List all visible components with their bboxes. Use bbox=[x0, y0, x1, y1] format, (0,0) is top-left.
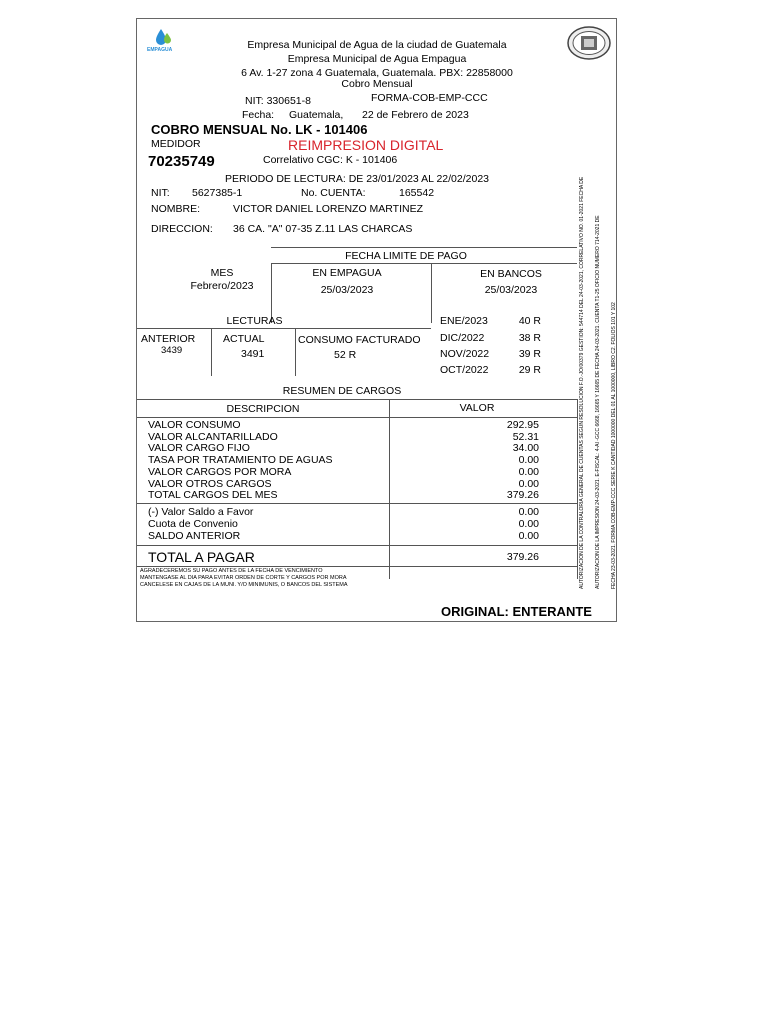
history-consumption: 39 R bbox=[518, 348, 541, 360]
value-header: VALOR bbox=[459, 402, 495, 414]
logo-text: EMPAGUA bbox=[147, 47, 173, 53]
authorization-text-2: AUTORIZACION DE LA IMPRESION 24-03-2021. E-FISCAL: 4-AI -GCC 6668, 16665 Y 16665 DE FECHA 24-03-2021. CUENTA T1-25 OFICIO NUMERO 714-2021 DE bbox=[595, 215, 601, 589]
client-nit-label: NIT: bbox=[151, 187, 170, 199]
authorization-text-3: FECHA 23-03-2021. FORMA COB-EMP-CCC SERIE K CANTIDAD 1000000 DEL 01 AL 1000000, LIBRO C2. FOLIOS 101 Y 102 bbox=[611, 302, 617, 589]
date-label: Fecha: bbox=[242, 109, 275, 121]
banks-due-date: 25/03/2023 bbox=[484, 284, 538, 296]
charge-value: 379.26 bbox=[506, 489, 539, 502]
previous-reading: 3439 bbox=[161, 345, 183, 356]
name-label: NOMBRE: bbox=[151, 203, 201, 215]
client-address: 36 CA. "A" 07-35 Z.11 LAS CHARCAS bbox=[233, 223, 413, 235]
history-month: DIC/2022 bbox=[440, 332, 485, 344]
readings-title: LECTURAS bbox=[226, 315, 283, 327]
charge-value: 0.00 bbox=[518, 518, 539, 530]
water-drop-icon bbox=[147, 27, 183, 49]
history-consumption: 29 R bbox=[518, 364, 541, 376]
client-name: VICTOR DANIEL LORENZO MARTINEZ bbox=[233, 203, 423, 215]
reprint-label: REIMPRESION DIGITAL bbox=[288, 137, 444, 153]
company-nit: NIT: 330651-8 bbox=[245, 95, 311, 107]
account-label: No. CUENTA: bbox=[301, 187, 366, 199]
charge-label: VALOR OTROS CARGOS bbox=[148, 477, 272, 490]
reading-period: PERIODO DE LECTURA: DE 23/01/2023 AL 22/02/2023 bbox=[225, 173, 490, 185]
history-month: ENE/2023 bbox=[440, 315, 488, 327]
date-place: Guatemala, bbox=[289, 109, 344, 121]
invoice-title: COBRO MENSUAL No. LK - 101406 bbox=[151, 122, 368, 137]
seal-icon bbox=[567, 26, 611, 60]
company-address: 6 Av. 1-27 zona 4 Guatemala, Guatemala. PBX: 22858000 bbox=[241, 67, 513, 79]
company-name: Empresa Municipal de Agua de la ciudad de Guatemala bbox=[247, 39, 507, 51]
charge-label: VALOR CARGO FIJO bbox=[148, 442, 250, 455]
charge-value: 0.00 bbox=[518, 530, 539, 542]
address-label: DIRECCION: bbox=[151, 223, 213, 235]
charge-label: VALOR CARGOS POR MORA bbox=[148, 465, 292, 478]
total-due-label: TOTAL A PAGAR bbox=[148, 549, 255, 565]
meter-number: 70235749 bbox=[148, 153, 215, 170]
charge-label: VALOR ALCANTARILLADO bbox=[148, 430, 278, 443]
charge-label: TASA POR TRATAMIENTO DE AGUAS bbox=[148, 454, 333, 467]
charges-top-line bbox=[137, 399, 577, 400]
readings-line bbox=[137, 328, 431, 329]
client-nit: 5627385-1 bbox=[192, 187, 243, 199]
company-subname: Empresa Municipal de Agua Empagua bbox=[287, 53, 467, 65]
charge-value: 292.95 bbox=[506, 419, 539, 431]
banks-label: EN BANCOS bbox=[480, 268, 542, 280]
current-reading: 3491 bbox=[241, 348, 265, 360]
charge-label: VALOR CONSUMO bbox=[148, 419, 241, 431]
payment-table-line bbox=[271, 263, 577, 264]
authorization-text-1: AUTORIZACION DE LA CONTRALORIA GENERAL DE CUENTAS SEGUN RESOLUCION F.O.-JO/00379 GESTION: 544714 DEL 24-03-2021, CORRELATIVO NO. 01-2021 FECHA DE bbox=[579, 176, 585, 589]
charges-col-divider bbox=[389, 399, 390, 579]
previous-reading-label: ANTERIOR bbox=[141, 333, 196, 345]
current-reading-label: ACTUAL bbox=[223, 333, 265, 345]
date-value: 22 de Febrero de 2023 bbox=[362, 109, 469, 121]
charge-value: 0.00 bbox=[518, 465, 539, 478]
charges-bottom-line bbox=[137, 545, 577, 546]
history-consumption: 38 R bbox=[518, 332, 541, 344]
payment-col-divider-1 bbox=[271, 263, 272, 323]
form-code: FORMA-COB-EMP-CCC bbox=[371, 92, 488, 104]
charge-label: (-) Valor Saldo a Favor bbox=[148, 506, 254, 518]
charge-label: Cuota de Convenio bbox=[148, 518, 238, 530]
correlative: Correlativo CGC: K - 101406 bbox=[263, 154, 398, 166]
payment-deadline-title: FECHA LIMITE DE PAGO bbox=[345, 250, 467, 262]
charges-right-border bbox=[577, 399, 578, 579]
charge-value: 0.00 bbox=[518, 477, 539, 490]
document-type: Cobro Mensual bbox=[341, 78, 413, 90]
municipal-seal bbox=[567, 26, 611, 60]
invoice-document bbox=[136, 18, 617, 622]
meter-label: MEDIDOR bbox=[151, 138, 201, 150]
payment-table-top-line bbox=[271, 247, 577, 248]
readings-divider-1 bbox=[211, 328, 212, 376]
history-consumption: 40 R bbox=[518, 315, 541, 327]
original-label: ORIGINAL: ENTERANTE bbox=[441, 604, 592, 619]
billing-month: Febrero/2023 bbox=[190, 280, 254, 292]
empagua-logo bbox=[147, 27, 183, 55]
charge-label: TOTAL CARGOS DEL MES bbox=[148, 489, 278, 502]
history-month: NOV/2022 bbox=[440, 348, 490, 360]
total-due-value: 379.26 bbox=[506, 551, 539, 563]
charge-value: 0.00 bbox=[518, 506, 539, 518]
empagua-label: EN EMPAGUA bbox=[312, 267, 382, 279]
billed-consumption: 52 R bbox=[334, 349, 357, 361]
charges-mid-line bbox=[137, 503, 577, 504]
total-bottom-line bbox=[137, 566, 577, 567]
footer-note-1: AGRADECEREMOS SU PAGO ANTES DE LA FECHA DE VENCIMIENTO bbox=[140, 568, 323, 574]
footer-note-2: MANTENGASE AL DIA PARA EVITAR ORDEN DE CORTE Y CARGOS POR MORA bbox=[140, 575, 347, 581]
charge-value: 0.00 bbox=[518, 454, 539, 467]
account-number: 165542 bbox=[399, 187, 435, 199]
empagua-due-date: 25/03/2023 bbox=[320, 284, 374, 296]
billed-consumption-label: CONSUMO FACTURADO bbox=[298, 334, 421, 346]
charge-label: SALDO ANTERIOR bbox=[148, 530, 241, 542]
footer-note-3: CANCELESE EN CAJAS DE LA MUNI. Y/O MINIMUNIS, O BANCOS DEL SISTEMA bbox=[140, 582, 348, 588]
charges-header-line bbox=[137, 417, 577, 418]
charge-value: 52.31 bbox=[512, 430, 539, 443]
charge-value: 34.00 bbox=[512, 442, 539, 455]
description-header: DESCRIPCION bbox=[226, 403, 300, 415]
charges-summary-title: RESUMEN DE CARGOS bbox=[282, 385, 402, 397]
readings-divider-2 bbox=[295, 328, 296, 376]
history-month: OCT/2022 bbox=[440, 364, 489, 376]
payment-col-divider-2 bbox=[431, 263, 432, 323]
month-label: MES bbox=[210, 267, 234, 279]
